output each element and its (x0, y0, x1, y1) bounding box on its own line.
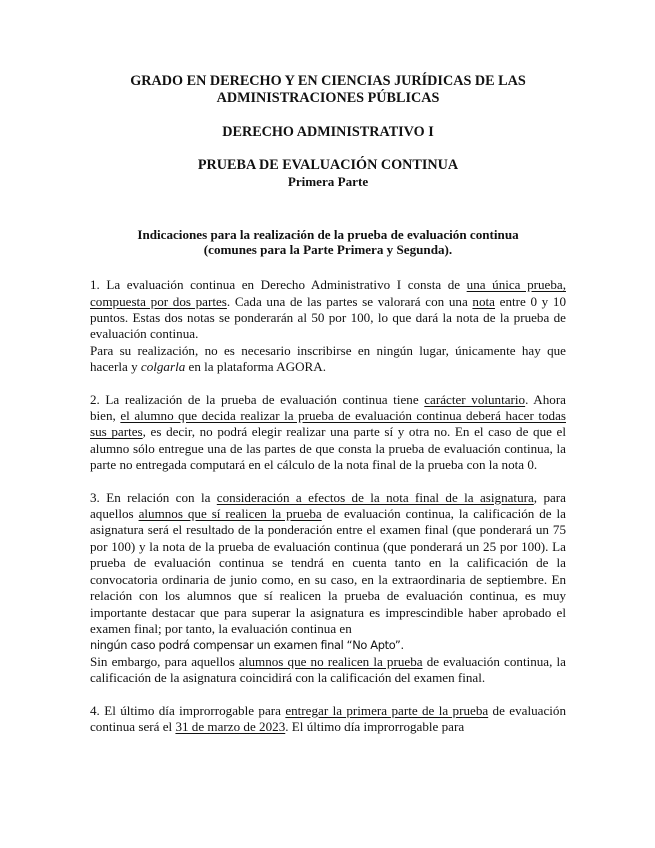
paragraph-3 (90, 490, 566, 638)
p3-underline-1: consideración a efectos de la nota final de la asignatura (216, 489, 534, 505)
p1-text-a: 1. La evaluación continua en Derecho Administrativo I consta de (90, 277, 467, 293)
p4-text-a: 4. El último día improrrogable para (90, 702, 286, 718)
p2-text-b: . Ahora bien, (90, 391, 566, 424)
paragraph-1-continuation (90, 343, 566, 376)
p2-underline-2: el alumno que decida realizar la prueba de evaluación continua deberá hacer todas sus partes (90, 408, 566, 440)
indications-heading (90, 227, 566, 259)
p1-underline-2: nota (472, 293, 495, 309)
p3-underline-3: alumnos que no realicen la prueba (239, 653, 423, 669)
p2-text-c: , es decir, no podrá elegir realizar una parte sí y otra no. En el caso de que el alumno sólo entregue una de las partes de que consta la prueba de evaluación continua, la parte no entregada computará en el cálculo de la nota final de la prueba con la nota 0. (90, 424, 567, 473)
p2-underline-1: carácter voluntario (424, 391, 526, 407)
p4-underline-1: entregar la primera parte de la prueba (285, 702, 489, 718)
p1-text-d: Para su realización, no es necesario inscribirse en ningún lugar, únicamente hay que hacerla y (90, 342, 566, 375)
paragraph-3-sans-line (90, 637, 566, 653)
p3-text-f: de evaluación continua, la calificación de la asignatura coincidirá con la calificación del examen final. (90, 653, 566, 686)
part-title: Primera Parte (287, 174, 369, 190)
p4-text-c: . El último día improrrogable para (285, 718, 465, 734)
p3-sans-text: ningún caso podrá compensar un examen final “No Apto”. (90, 638, 404, 653)
p4-text-b: de evaluación continua será el (90, 702, 566, 734)
document-page (90, 73, 566, 735)
p1-text-b: . Cada una de las partes se valorará con una (226, 293, 473, 309)
indications-line2: (comunes para la Parte Primera y Segunda). (203, 242, 453, 258)
indications-line1: Indicaciones para la realización de la prueba de evaluación continua (137, 226, 519, 242)
p1-underline-1: una única prueba, compuesta por dos partes (90, 277, 566, 309)
p3-text-b: , para aquellos (90, 489, 566, 522)
p3-text-a: 3. En relación con la (90, 489, 217, 505)
p3-underline-2: alumnos que sí realicen la prueba (138, 506, 322, 522)
paragraph-3-continuation (90, 654, 566, 687)
p1-text-c: entre 0 y 10 puntos. Estas dos notas se ponderarán al 50 por 100, lo que dará la nota de la prueba de evaluación continua. (90, 293, 566, 342)
paragraph-2 (90, 392, 566, 474)
paragraph-4 (90, 703, 566, 736)
p1-text-f: en la plataforma AGORA. (185, 359, 326, 375)
p4-underline-2: 31 de marzo de 2023 (175, 718, 286, 734)
paragraph-1 (90, 277, 566, 343)
p2-text-a: 2. La realización de la prueba de evaluación continua tiene (90, 391, 425, 407)
degree-title (90, 73, 566, 107)
p3-text-e: Sin embargo, para aquellos (90, 653, 240, 669)
test-title: PRUEBA DE EVALUACIÓN CONTINUA (197, 157, 459, 174)
p3-text-c: de evaluación continua, la calificación de la asignatura será el resultado de la ponderación entre el examen final (que ponderará un 75 por 100) y la nota de la prueba de evaluación continua (que ponderará un 25 por 100). La prueba de evaluación continua se tendrá en cuenta tanto en la calificación de la convocatoria ordinaria de junio como, en su caso, en la extraordinaria de septiembre. En relación con los alumnos que sí realicen la prueba de evaluación continua, es muy importante destacar que para superar la asignatura es imprescindible haber aprobado el examen final; por tanto, la evaluación continua en (90, 506, 566, 636)
degree-title-line2: ADMINISTRACIONES PÚBLICAS (216, 89, 440, 106)
p1-italic: colgarla (140, 359, 186, 375)
degree-title-line1: GRADO EN DERECHO Y EN CIENCIAS JURÍDICAS DE LAS (130, 73, 526, 89)
subject-title: DERECHO ADMINISTRATIVO I (222, 123, 434, 140)
